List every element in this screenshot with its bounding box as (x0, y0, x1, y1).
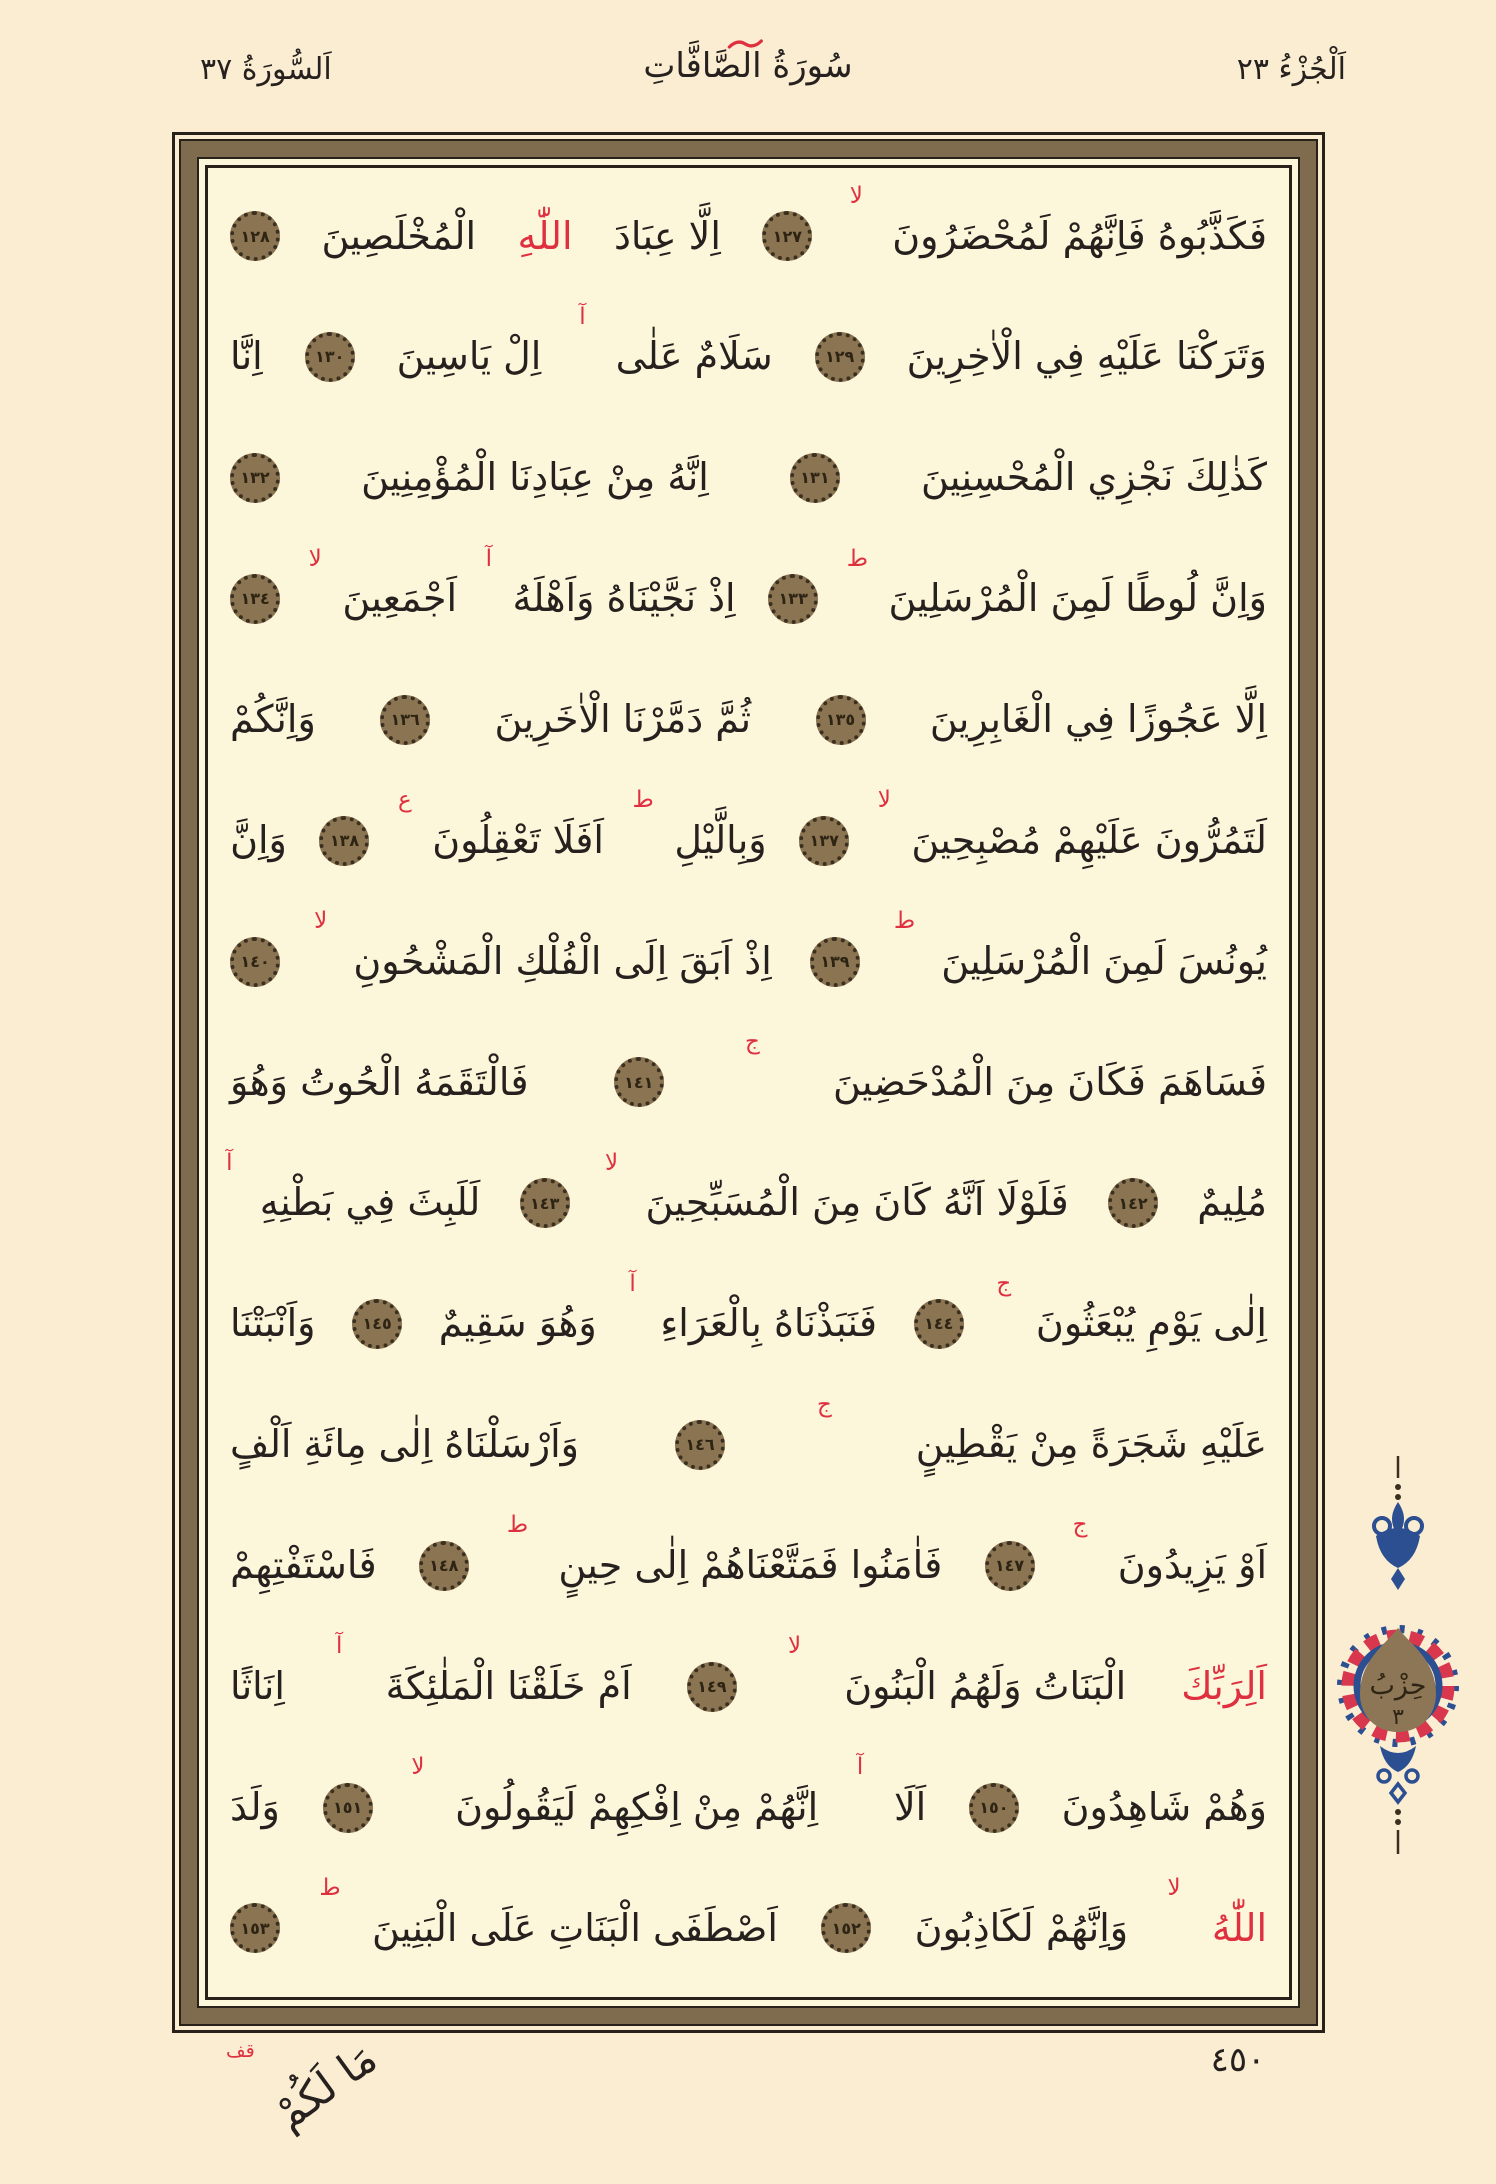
verse-number-medallion (230, 574, 280, 624)
verse-number-medallion (323, 1783, 373, 1833)
quran-word: اِلَّا عَجُوزًا فِي الْغَابِرِينَ (929, 696, 1267, 741)
verse-number-medallion (969, 1783, 1019, 1833)
quran-word: اِنَّهُ مِنْ عِبَادِنَا الْمُؤْمِنِينَ (361, 455, 709, 500)
verse-number: ١٤٤ (924, 1314, 954, 1334)
quran-word: لَتَمُرُّونَ عَلَيْهِمْ مُصْبِحِينَ (911, 817, 1267, 862)
verse-number-medallion (230, 1903, 280, 1953)
tajweed-stop-mark: لا (877, 787, 891, 814)
frame-inner-gap (197, 157, 1300, 2008)
hizb-label: حِزْبُ (1369, 1670, 1427, 1701)
verse-number-medallion (230, 211, 280, 261)
quran-word: اَجْمَعِينَ (342, 576, 458, 621)
quran-word: مُلِيمٌ (1197, 1180, 1267, 1225)
tajweed-stop-mark: ط (893, 908, 916, 935)
quran-word: وَتَرَكْنَا عَلَيْهِ فِي الْاٰخِرِينَ (906, 334, 1267, 379)
verse-number: ١٤٥ (362, 1314, 392, 1334)
quran-word: فَالْتَقَمَهُ الْحُوتُ وَهُوَ (230, 1059, 529, 1104)
verse-number-medallion (230, 937, 280, 987)
hizb-bottom-finial (1380, 1746, 1416, 1772)
verse-number: ١٤٨ (429, 1556, 459, 1576)
quran-line (230, 1626, 1267, 1747)
tajweed-stop-mark: لا (787, 1633, 802, 1660)
verse-number: ١٣٣ (778, 589, 808, 609)
quran-word: اِذْ اَبَقَ اِلَى الْفُلْكِ الْمَشْحُونِ (353, 938, 772, 983)
quran-word: وَلَدَ (230, 1784, 280, 1829)
tajweed-stop-mark: آ (579, 303, 586, 330)
quran-word: فَكَذَّبُوهُ فَاِنَّهُمْ لَمُحْضَرُونَ (892, 213, 1267, 258)
quran-word: اِلٰى يَوْمِ يُبْعَثُونَ (1035, 1301, 1267, 1346)
verse-number: ١٣٤ (240, 589, 270, 609)
verse-number: ١٥٢ (831, 1918, 861, 1938)
tajweed-stop-mark: ج (996, 1270, 1012, 1297)
quran-word: وَبِالَّيْلِ (674, 817, 767, 862)
quran-word: فَلَوْلَا اَنَّهُ كَانَ مِنَ الْمُسَبِّحِينَ (645, 1180, 1069, 1225)
verse-number: ١٥٣ (240, 1918, 270, 1938)
verse-number-medallion (352, 1299, 402, 1349)
quran-word: فَنَبَذْنَاهُ بِالْعَرَاءِ (660, 1301, 878, 1346)
quran-word: فَسَاهَمَ فَكَانَ مِنَ الْمُدْحَضِينَ (832, 1059, 1267, 1104)
tajweed-stop-mark: آ (856, 1754, 864, 1781)
verse-number: ١٣٠ (315, 347, 345, 367)
quran-word: سَلَامٌ عَلٰى (615, 334, 773, 379)
header-surah-title-wrap (643, 46, 852, 86)
tajweed-stop-mark: ج (744, 1029, 760, 1056)
quran-word: اِلَّا عِبَادَ (613, 213, 721, 258)
quran-lines (208, 168, 1289, 1997)
verse-number-medallion (675, 1420, 725, 1470)
verse-number-medallion (914, 1299, 964, 1349)
tajweed-stop-mark: ط (846, 545, 868, 572)
verse-number-medallion (985, 1541, 1035, 1591)
quran-line (230, 297, 1267, 418)
quran-word: عَلَيْهِ شَجَرَةً مِنْ يَقْطِينٍ (915, 1422, 1267, 1467)
quran-word: يُونُسَ لَمِنَ الْمُرْسَلِينَ (941, 938, 1267, 983)
verse-number: ١٢٩ (825, 347, 855, 367)
verse-number-medallion (768, 574, 818, 624)
quran-word: كَذٰلِكَ نَجْزِي الْمُحْسِنِينَ (920, 455, 1267, 500)
verse-number: ١٣١ (800, 468, 830, 488)
verse-number-medallion (230, 453, 280, 503)
verse-number: ١٤٠ (240, 951, 270, 971)
quran-word: اِنَاثًا (230, 1663, 285, 1708)
quran-line (230, 176, 1267, 297)
quran-word: ثُمَّ دَمَّرْنَا الْاٰخَرِينَ (494, 696, 752, 741)
verse-number: ١٤١ (624, 1072, 654, 1092)
tajweed-stop-mark: آ (629, 1270, 636, 1297)
tajweed-stop-mark: آ (485, 545, 492, 572)
verse-number-medallion (815, 332, 865, 382)
verse-number-medallion (799, 816, 849, 866)
frame-brown-band (179, 139, 1318, 2026)
verse-number: ١٤٣ (530, 1193, 560, 1213)
quran-line (230, 418, 1267, 539)
tajweed-stop-mark: ج (1072, 1512, 1088, 1539)
quran-line (230, 539, 1267, 660)
tajweed-stop-mark: ج (816, 1391, 832, 1418)
quran-word: اِنَّا (230, 334, 263, 379)
verse-number-medallion (816, 695, 866, 745)
quran-word: الْبَنَاتُ وَلَهُمُ الْبَنُونَ (844, 1663, 1127, 1708)
header-surah-number-label: اَلسُّورَةُ ٣٧ (200, 52, 332, 87)
tajweed-stop-mark: ط (319, 1875, 341, 1902)
header-juz-label: اَلْجُزْءُ ٢٣ (1236, 52, 1346, 87)
verse-number: ١٢٨ (240, 226, 270, 246)
quran-line (230, 1264, 1267, 1385)
verse-number: ١٣٧ (809, 830, 839, 850)
verse-number: ١٤٦ (685, 1435, 715, 1455)
quran-word: فَاسْتَفْتِهِمْ (230, 1542, 377, 1587)
page-frame (172, 132, 1325, 2033)
hizb-ornament (1336, 1456, 1460, 1854)
verse-number: ١٤٩ (697, 1676, 727, 1696)
verse-number-medallion (1108, 1178, 1158, 1228)
verse-number-medallion (790, 453, 840, 503)
verse-number: ١٣٨ (329, 830, 360, 850)
quran-word: وَاَرْسَلْنَاهُ اِلٰى مِائَةِ اَلْفٍ (230, 1422, 580, 1467)
quran-word: اللّٰهِ (517, 213, 573, 258)
quran-word: اَوْ يَزِيدُونَ (1117, 1542, 1267, 1587)
verse-number-medallion (319, 816, 369, 866)
quran-word: اللّٰهُ (1211, 1905, 1267, 1950)
verse-number-medallion (380, 695, 430, 745)
verse-number-medallion (810, 937, 860, 987)
verse-number-medallion (762, 211, 812, 261)
hizb-medallion (1341, 1628, 1455, 1743)
verse-number-medallion (419, 1541, 469, 1591)
verse-number: ١٣٥ (825, 710, 856, 730)
verse-number-medallion (687, 1662, 737, 1712)
quran-word: وَاِنَّكُمْ (230, 696, 316, 741)
tajweed-stop-mark: لا (308, 545, 322, 572)
quran-word: اَلَا (893, 1784, 927, 1829)
catchword-stop-mark: قف (226, 2040, 255, 2062)
quran-line (230, 1747, 1267, 1868)
verse-number-medallion (305, 332, 355, 382)
quran-line (230, 1505, 1267, 1626)
header-surah-title: سُورَةُ الصَّافَّاتِ (643, 46, 853, 86)
quran-word: وَاِنَّ (230, 817, 287, 862)
quran-word: فَاٰمَنُوا فَمَتَّعْنَاهُمْ اِلٰى حِينٍ (558, 1542, 943, 1587)
quran-word: الْمُخْلَصِينَ (321, 213, 477, 258)
quran-word: اِنَّهُمْ مِنْ اِفْكِهِمْ لَيَقُولُونَ (455, 1784, 819, 1829)
page-number: ٤٥٠ (1210, 2040, 1266, 2080)
quran-word: اِذْ نَجَّيْنَاهُ وَاَهْلَهُ (512, 576, 736, 621)
quran-line (230, 1022, 1267, 1143)
tajweed-stop-mark: لا (849, 183, 863, 209)
quran-line (230, 901, 1267, 1022)
verse-number: ١٥١ (332, 1797, 363, 1817)
quran-word: وَهُمْ شَاهِدُونَ (1061, 1784, 1267, 1829)
quran-line (230, 659, 1267, 780)
quran-word: وَهُوَ سَقِيمٌ (438, 1301, 597, 1346)
tajweed-stop-mark: آ (336, 1633, 343, 1660)
verse-number: ١٤٧ (994, 1556, 1025, 1576)
frame-content (205, 165, 1292, 2000)
quran-word: اَصْطَفَى الْبَنَاتِ عَلَى الْبَنِينَ (371, 1905, 778, 1950)
quran-word: اَفَلَا تَعْقِلُونَ (432, 817, 604, 862)
quran-word: اَمْ خَلَقْنَا الْمَلٰئِكَةَ (385, 1663, 632, 1708)
tajweed-stop-mark: ع (397, 787, 412, 814)
tajweed-stop-mark: لا (1167, 1875, 1181, 1902)
tajweed-stop-mark: لا (314, 908, 328, 935)
hizb-number: ٣ (1392, 1705, 1404, 1730)
quran-word: وَاِنَّ لُوطًا لَمِنَ الْمُرْسَلِينَ (888, 576, 1267, 621)
quran-word: لَلَبِثَ فِي بَطْنِهِ (259, 1180, 481, 1225)
catchword: مَا لَكُمْ (265, 2033, 386, 2139)
quran-word: اِلْ يَاسِينَ (396, 334, 542, 379)
quran-word: وَاَنْبَتْنَا (230, 1301, 316, 1346)
verse-number: ١٤٢ (1118, 1193, 1148, 1213)
tajweed-stop-mark: لا (411, 1754, 425, 1781)
tajweed-stop-mark: لا (605, 1149, 619, 1176)
quran-line (226, 1143, 1267, 1264)
tajweed-stop-mark: آ (226, 1149, 233, 1176)
verse-number-medallion (821, 1903, 871, 1953)
tajweed-stop-mark: ط (506, 1512, 529, 1539)
verse-number: ١٥٠ (979, 1797, 1009, 1817)
quran-line (230, 1868, 1267, 1989)
verse-number: ١٣٩ (820, 951, 850, 971)
tajweed-stop-mark: ط (632, 787, 654, 814)
verse-number-medallion (614, 1057, 664, 1107)
quran-line (230, 1385, 1267, 1506)
verse-number: ١٣٢ (240, 468, 270, 488)
quran-word: اَلِرَبِّكَ (1181, 1663, 1267, 1708)
quran-word: وَاِنَّهُمْ لَكَاذِبُونَ (914, 1905, 1129, 1950)
verse-number: ١٣٦ (390, 710, 420, 730)
title-madda-mark (727, 38, 763, 50)
verse-number: ١٢٧ (772, 226, 802, 246)
quran-line (230, 780, 1267, 901)
verse-number-medallion (520, 1178, 570, 1228)
